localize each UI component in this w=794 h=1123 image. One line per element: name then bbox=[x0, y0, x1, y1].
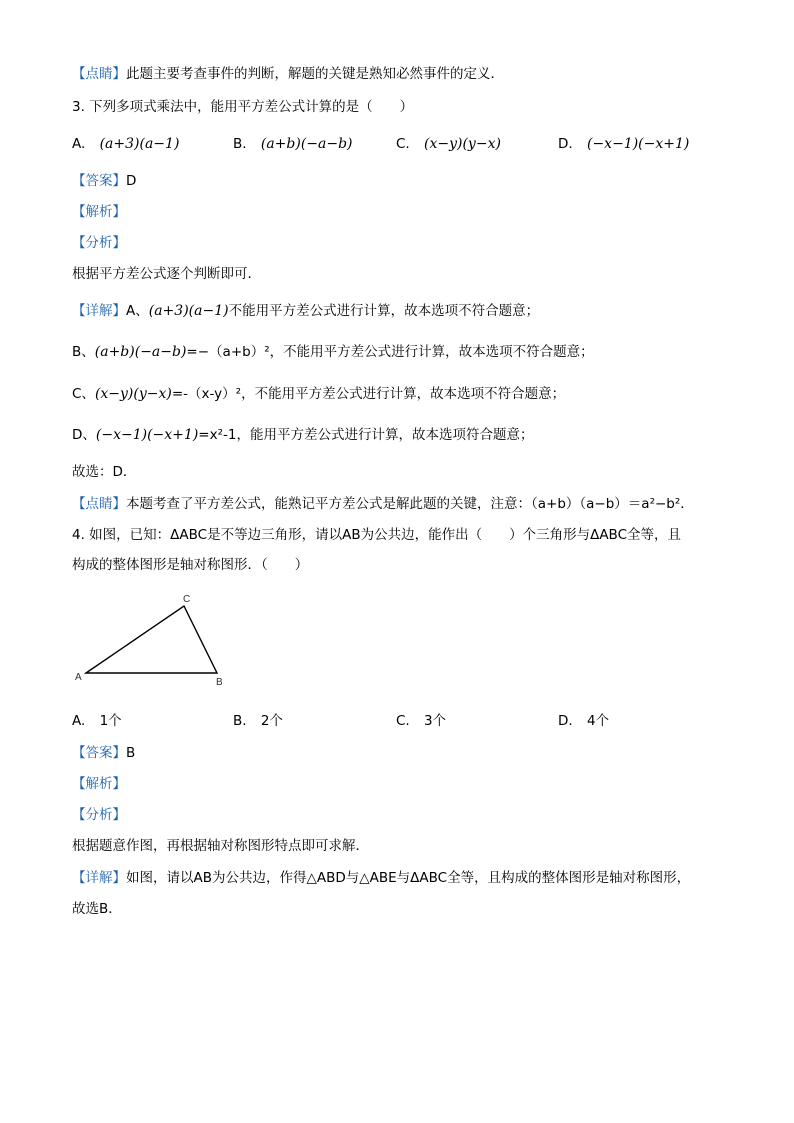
vertex-label-b: B bbox=[216, 677, 223, 688]
answer-tag: 【答案】 bbox=[72, 745, 126, 761]
option-expr: (a+b)(−a−b) bbox=[260, 136, 353, 152]
detail-tag: 【详解】 bbox=[72, 870, 126, 886]
detail-text: =-（x-y）²，不能用平方差公式进行计算，故本选项不符合题意； bbox=[171, 386, 566, 402]
detail-prefix: D、 bbox=[72, 427, 96, 443]
q3-option-d bbox=[558, 134, 689, 154]
q4-option-c bbox=[396, 711, 446, 731]
q4-option-a bbox=[72, 711, 122, 731]
q4-option-b bbox=[233, 711, 283, 731]
dianjing-text: 本题考查了平方差公式，能熟记平方差公式是解此题的关键，注意：（a+b）（a−b）＝a²−b²． bbox=[126, 496, 694, 512]
option-expr: (−x−1)(−x+1) bbox=[586, 136, 690, 152]
dianjing-text: 此题主要考查事件的判断，解题的关键是熟知必然事件的定义． bbox=[126, 66, 504, 82]
q4-analysis-tag: 【解析】 bbox=[72, 776, 126, 792]
detail-expr: (a+b)(−a−b) bbox=[94, 344, 187, 360]
vertex-label-c: C bbox=[183, 594, 191, 605]
q3-analysis-tag: 【解析】 bbox=[72, 204, 126, 220]
option-expr: (a+3)(a−1) bbox=[99, 136, 180, 152]
option-expr: (x−y)(y−x) bbox=[424, 136, 501, 152]
q3-fenxi: 根据平方差公式逐个判断即可． bbox=[72, 266, 261, 282]
detail-expr: (−x−1)(−x+1) bbox=[95, 427, 199, 443]
prev-dianjing bbox=[72, 64, 504, 84]
q4-fenxi-tag: 【分析】 bbox=[72, 807, 126, 823]
option-letter: D. bbox=[558, 713, 573, 729]
q3-conclusion: 故选：D． bbox=[72, 464, 137, 480]
q4-option-d bbox=[558, 711, 609, 731]
q3-stem: 3. 下列多项式乘法中，能用平方差公式计算的是（ ） bbox=[72, 99, 414, 115]
triangle-abc bbox=[86, 606, 217, 673]
dianjing-tag: 【点睛】 bbox=[72, 496, 126, 512]
option-text: 4个 bbox=[586, 713, 610, 729]
dianjing-tag: 【点睛】 bbox=[72, 66, 126, 82]
q4-conclusion: 故选B． bbox=[72, 901, 122, 917]
option-letter: C. bbox=[396, 713, 410, 729]
detail-text: 不能用平方差公式进行计算，故本选项不符合题意； bbox=[228, 303, 540, 319]
q3-option-c bbox=[396, 134, 501, 154]
detail-prefix: C、 bbox=[72, 386, 95, 402]
q3-option-a bbox=[72, 134, 179, 154]
detail-text: =−（a+b）²，不能用平方差公式进行计算，故本选项不符合题意； bbox=[186, 344, 594, 360]
option-letter: B. bbox=[233, 713, 247, 729]
q4-fenxi: 根据题意作图，再根据轴对称图形特点即可求解． bbox=[72, 838, 369, 854]
q4-detail bbox=[72, 868, 690, 888]
option-letter: D. bbox=[558, 136, 573, 152]
q3-detail-b bbox=[72, 342, 594, 362]
answer-value: D bbox=[126, 173, 137, 189]
triangle-figure bbox=[70, 590, 240, 690]
detail-expr: (x−y)(y−x) bbox=[94, 386, 172, 402]
answer-value: B bbox=[126, 745, 136, 761]
option-text: 2个 bbox=[260, 713, 283, 729]
detail-expr: (a+3)(a−1) bbox=[148, 303, 229, 319]
q3-detail-d bbox=[72, 425, 533, 445]
option-letter: C. bbox=[396, 136, 410, 152]
detail-tag: 【详解】 bbox=[72, 303, 126, 319]
q3-option-b bbox=[233, 134, 353, 154]
option-text: 1个 bbox=[99, 713, 122, 729]
q3-dianjing bbox=[72, 494, 694, 514]
option-letter: A. bbox=[72, 713, 86, 729]
q3-detail-c bbox=[72, 384, 565, 404]
option-letter: B. bbox=[233, 136, 247, 152]
option-text: 3个 bbox=[424, 713, 447, 729]
detail-text: 如图，请以AB为公共边，作得△ABD与△ABE与ΔABC全等，且构成的整体图形是轴对称图形， bbox=[126, 870, 691, 886]
detail-prefix: A、 bbox=[126, 303, 149, 319]
detail-text: =x²-1，能用平方差公式进行计算，故本选项符合题意； bbox=[198, 427, 534, 443]
vertex-label-a: A bbox=[75, 672, 82, 683]
option-letter: A. bbox=[72, 136, 86, 152]
q3-answer bbox=[72, 171, 136, 191]
q3-detail-a bbox=[72, 301, 539, 321]
q4-stem-line1: 4. 如图，已知：ΔABC是不等边三角形，请以AB为公共边，能作出（ ）个三角形与ΔABC全等，且 bbox=[72, 527, 682, 543]
q3-fenxi-tag: 【分析】 bbox=[72, 235, 126, 251]
q4-stem-line2: 构成的整体图形是轴对称图形．（ ） bbox=[72, 557, 309, 573]
detail-prefix: B、 bbox=[72, 344, 95, 360]
answer-tag: 【答案】 bbox=[72, 173, 126, 189]
q4-answer bbox=[72, 743, 135, 763]
